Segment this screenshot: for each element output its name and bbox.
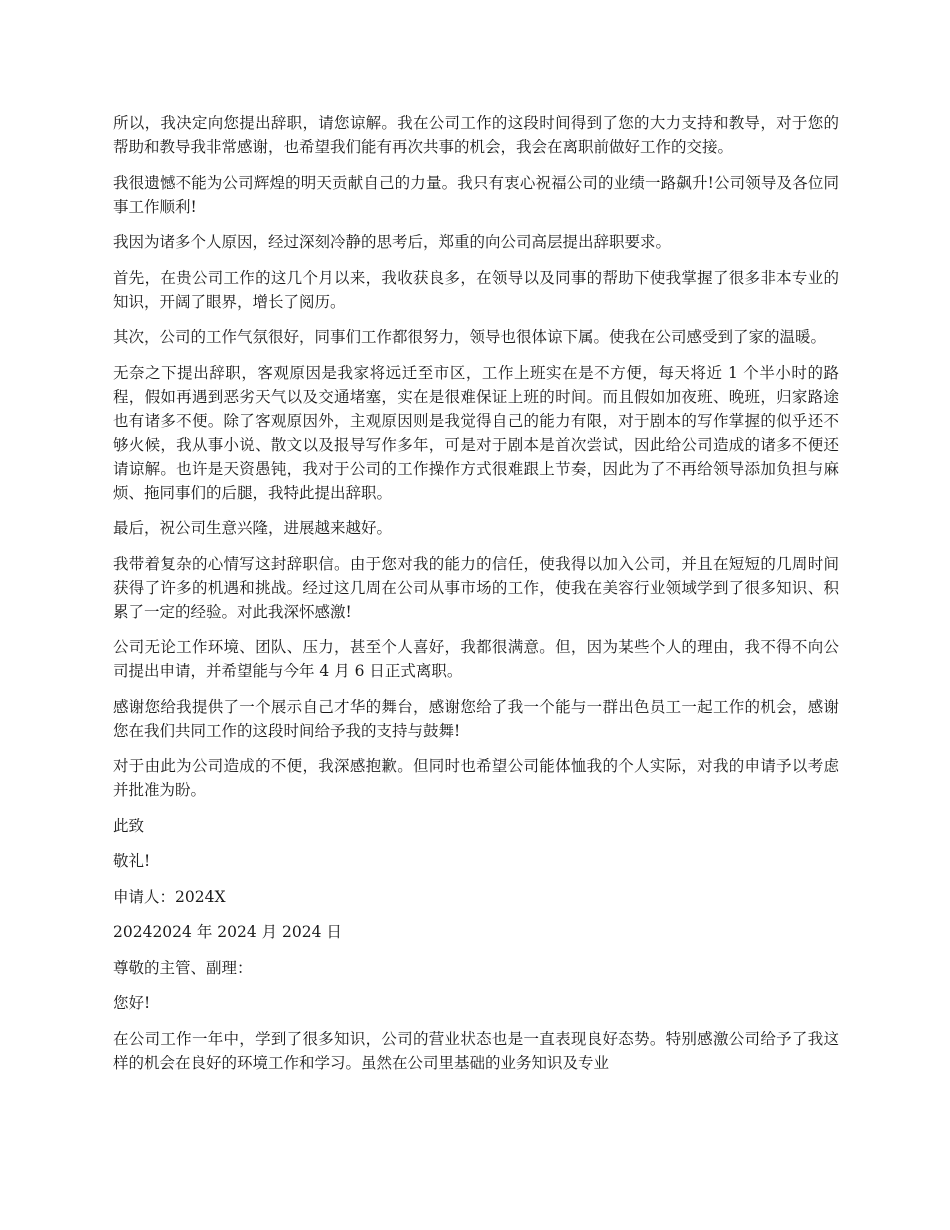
letter-greeting-recipient: 尊敬的主管、副理： <box>113 958 253 977</box>
paragraph: 我很遗憾不能为公司辉煌的明天贡献自己的力量。我只有衷心祝福公司的业绩一路飙升!公司领导及各位同事工作顺利! <box>113 173 839 216</box>
signature-applicant: 申请人：2024X <box>113 887 226 906</box>
paragraph: 最后，祝公司生意兴隆，进展越来越好。 <box>113 519 393 537</box>
signature-date: 20242024 年 2024 月 2024 日 <box>113 923 342 941</box>
paragraph: 无奈之下提出辞职，客观原因是我家将远迁至市区，工作上班实在是不方便，每天将近 1 个半小时的路程，假如再遇到恶劣天气以及交通堵塞，实在是很难保证上班的时间。而且假如加夜班、晚班，归家路途也有诸多不便。除了客观原因外，主观原因则是我觉得自己的能力有限，对于剧本的写作掌握的似乎还不够火候，我从事小说、散文以及报导写作多年，可是对于剧本是首次尝试，因此给公司造成的诸多不便还请谅解。也许是天资愚钝，我对于公司的工作操作方式很难跟上节奏，因此为了不再给领导添加负担与麻烦、拖同事们的后腿，我特此提出辞职。 <box>113 363 839 502</box>
paragraph: 我因为诸多个人原因，经过深刻冷静的思考后，郑重的向公司高层提出辞职要求。 <box>113 233 672 251</box>
document-body <box>113 111 839 1086</box>
paragraph: 所以，我决定向您提出辞职，请您谅解。我在公司工作的这段时间得到了您的大力支持和教导，对于您的帮助和教导我非常感谢，也希望我们能有再次共事的机会，我会在离职前做好工作的交接。 <box>113 114 839 156</box>
closing-regards: 敬礼! <box>113 852 151 870</box>
paragraph: 其次，公司的工作气氛很好，同事们工作都很努力，领导也很体谅下属。使我在公司感受到了家的温暖。 <box>113 328 827 346</box>
paragraph: 首先，在贵公司工作的这几个月以来，我收获良多，在领导以及同事的帮助下使我掌握了很多非本专业的知识，开阔了眼界，增长了阅历。 <box>113 268 839 311</box>
paragraph: 公司无论工作环境、团队、压力，甚至个人喜好，我都很满意。但，因为某些个人的理由，我不得不向公司提出申请，并希望能与今年 4 月 6 日正式离职。 <box>113 638 839 680</box>
paragraph: 感谢您给我提供了一个展示自己才华的舞台，感谢您给了我一个能与一群出色员工一起工作的机会，感谢您在我们共同工作的这段时间给予我的支持与鼓舞! <box>113 697 839 740</box>
closing-salutation: 此致 <box>113 816 145 835</box>
letter-greeting: 您好! <box>113 994 151 1012</box>
paragraph: 在公司工作一年中，学到了很多知识，公司的营业状态也是一直表现良好态势。特别感激公司给予了我这样的机会在良好的环境工作和学习。虽然在公司里基础的业务知识及专业 <box>113 1029 839 1072</box>
paragraph: 对于由此为公司造成的不便，我深感抱歉。但同时也希望公司能体恤我的个人实际，对我的申请予以考虑并批准为盼。 <box>113 757 839 799</box>
paragraph: 我带着复杂的心情写这封辞职信。由于您对我的能力的信任，使我得以加入公司，并且在短短的几周时间获得了许多的机遇和挑战。经过这几周在公司从事市场的工作，使我在美容行业领域学到了很多知识、积累了一定的经验。对此我深怀感激! <box>113 554 839 621</box>
